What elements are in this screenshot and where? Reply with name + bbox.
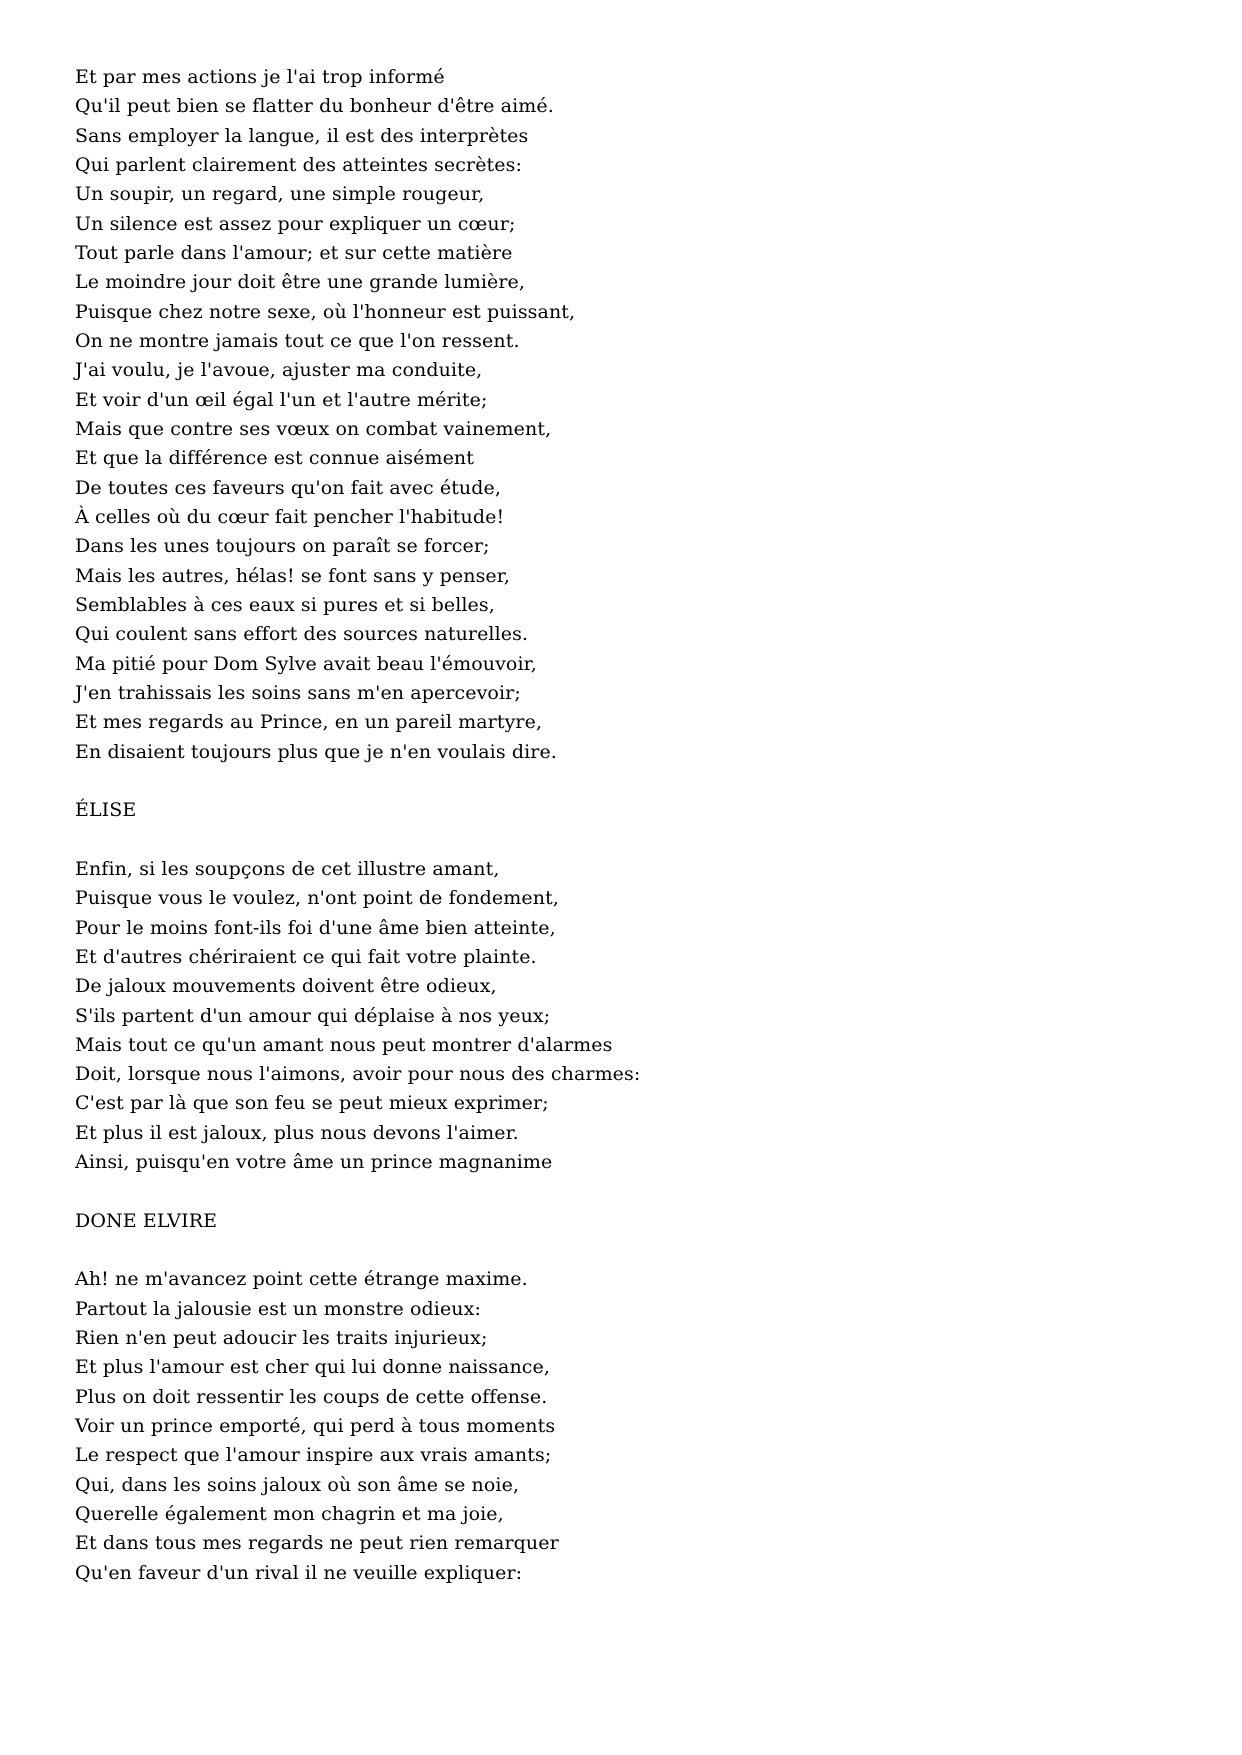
- verse-line: Dans les unes toujours on paraît se forcer;: [75, 535, 490, 558]
- verse-line: On ne montre jamais tout ce que l'on ressent.: [75, 329, 520, 352]
- verse-line: Semblables à ces eaux si pures et si belles,: [75, 593, 495, 616]
- verse-line: Un silence est assez pour expliquer un cœur;: [75, 212, 516, 235]
- verse-line: Partout la jalousie est un monstre odieux:: [75, 1297, 481, 1320]
- verse-line: J'ai voulu, je l'avoue, ajuster ma conduite,: [75, 359, 483, 382]
- verse-line: Enfin, si les soupçons de cet illustre amant,: [75, 857, 500, 880]
- verse-line: Qu'en faveur d'un rival il ne veuille expliquer:: [75, 1561, 523, 1584]
- verse-line: Un soupir, un regard, une simple rougeur,: [75, 183, 485, 206]
- verse-line: À celles où du cœur fait pencher l'habitude!: [75, 505, 505, 528]
- verse-line: Le moindre jour doit être une grande lumière,: [75, 271, 526, 294]
- play-text-body: [75, 63, 1182, 1588]
- verse-line: Plus on doit ressentir les coups de cette offense.: [75, 1385, 548, 1408]
- verse-line: Et mes regards au Prince, en un pareil martyre,: [75, 711, 543, 734]
- verse-block: [75, 63, 1182, 767]
- verse-line: Et d'autres chériraient ce qui fait votre plainte.: [75, 945, 537, 968]
- verse-line: Pour le moins font-ils foi d'une âme bien atteinte,: [75, 916, 556, 939]
- speaker-name: ÉLISE: [75, 799, 137, 822]
- verse-line: Qui, dans les soins jaloux où son âme se noie,: [75, 1473, 520, 1496]
- verse-line: Mais que contre ses vœux on combat vainement,: [75, 417, 552, 440]
- verse-line: Qui coulent sans effort des sources naturelles.: [75, 623, 529, 646]
- speaker-name: DONE ELVIRE: [75, 1209, 218, 1232]
- verse-line: Et par mes actions je l'ai trop informé: [75, 66, 445, 88]
- verse-line: J'en trahissais les soins sans m'en apercevoir;: [75, 681, 521, 704]
- verse-block: [75, 855, 1182, 1178]
- verse-line: En disaient toujours plus que je n'en voulais dire.: [75, 740, 557, 763]
- verse-line: Puisque chez notre sexe, où l'honneur est puissant,: [75, 300, 576, 323]
- verse-line: Rien n'en peut adoucir les traits injurieux;: [75, 1327, 488, 1350]
- verse-line: Doit, lorsque nous l'aimons, avoir pour nous des charmes:: [75, 1063, 641, 1086]
- verse-line: Et plus il est jaloux, plus nous devons l'aimer.: [75, 1121, 519, 1144]
- verse-line: Mais les autres, hélas! se font sans y penser,: [75, 564, 510, 587]
- verse-line: Qu'il peut bien se flatter du bonheur d'être aimé.: [75, 95, 554, 118]
- verse-line: Qui parlent clairement des atteintes secrètes:: [75, 153, 522, 176]
- verse-line: Le respect que l'amour inspire aux vrais amants;: [75, 1444, 552, 1467]
- verse-line: Ma pitié pour Dom Sylve avait beau l'émouvoir,: [75, 652, 537, 675]
- verse-line: Et que la différence est connue aisément: [75, 447, 474, 470]
- verse-line: Tout parle dans l'amour; et sur cette matière: [75, 241, 513, 264]
- verse-line: Mais tout ce qu'un amant nous peut montrer d'alarmes: [75, 1033, 613, 1056]
- verse-line: Puisque vous le voulez, n'ont point de fondement,: [75, 887, 559, 910]
- verse-line: Ainsi, puisqu'en votre âme un prince magnanime: [75, 1151, 553, 1174]
- verse-line: De jaloux mouvements doivent être odieux,: [75, 975, 497, 998]
- verse-block: [75, 1265, 1182, 1588]
- verse-line: Sans employer la langue, il est des interprètes: [75, 124, 529, 147]
- verse-line: Et dans tous mes regards ne peut rien remarquer: [75, 1532, 559, 1555]
- verse-line: Ah! ne m'avancez point cette étrange maxime.: [75, 1268, 528, 1291]
- verse-line: Et voir d'un œil égal l'un et l'autre mérite;: [75, 388, 488, 411]
- verse-line: S'ils partent d'un amour qui déplaise à nos yeux;: [75, 1004, 551, 1027]
- verse-line: De toutes ces faveurs qu'on fait avec étude,: [75, 476, 502, 499]
- verse-line: C'est par là que son feu se peut mieux exprimer;: [75, 1092, 549, 1115]
- verse-line: Querelle également mon chagrin et ma joie,: [75, 1503, 504, 1526]
- verse-line: Et plus l'amour est cher qui lui donne naissance,: [75, 1356, 551, 1379]
- verse-line: Voir un prince emporté, qui perd à tous moments: [75, 1415, 556, 1438]
